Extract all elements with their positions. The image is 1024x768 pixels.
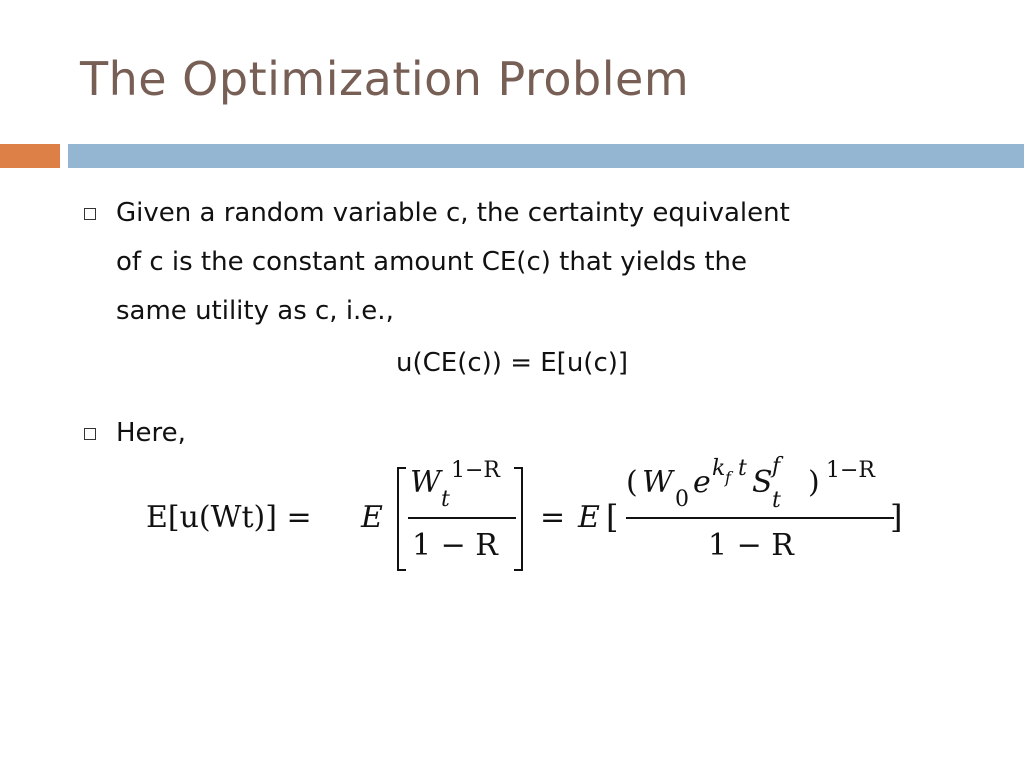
bullet-line: same utility as c, i.e., (116, 296, 394, 326)
f-superscript: f (772, 454, 781, 479)
accent-bar-blue (68, 144, 1024, 168)
rate-subscript: f (725, 468, 731, 487)
equals-sign: = (540, 500, 566, 535)
right-bracket: ] (890, 498, 903, 536)
expectation-symbol: E (578, 500, 600, 535)
fraction-line (408, 517, 516, 519)
bullet-square-icon (84, 208, 96, 220)
price-variable: S (752, 465, 773, 500)
bullet-line: Here, (116, 418, 186, 448)
open-paren: ( (626, 465, 638, 500)
bullet-square-icon (84, 428, 96, 440)
wealth-variable: W (410, 465, 441, 500)
slide-title: The Optimization Problem (80, 52, 690, 106)
bullet-line: of c is the constant amount CE(c) that yields the (116, 247, 748, 277)
time-exponent: t (738, 456, 747, 481)
equation-certainty-equivalent: u(CE(c)) = E[u(c)] (396, 348, 629, 378)
time-subscript: t (772, 488, 781, 513)
denominator: 1 − R (412, 528, 498, 563)
exp-base: e (693, 465, 711, 500)
denominator: 1 − R (708, 528, 794, 563)
equation-lhs: E[u(Wt)] = (146, 500, 312, 535)
bullet-line: Given a random variable c, the certainty equivalent (116, 198, 790, 228)
left-bracket: [ (606, 498, 619, 536)
accent-bar-orange (0, 144, 60, 168)
expectation-symbol: E (361, 500, 383, 535)
initial-wealth-variable: W (642, 465, 673, 500)
fraction-line (626, 517, 894, 519)
exponent: 1−R (451, 458, 500, 483)
zero-subscript: 0 (675, 487, 689, 512)
rate-variable: k (712, 456, 726, 481)
exponent: 1−R (826, 458, 875, 483)
close-paren: ) (808, 465, 820, 500)
time-subscript: t (441, 487, 450, 512)
